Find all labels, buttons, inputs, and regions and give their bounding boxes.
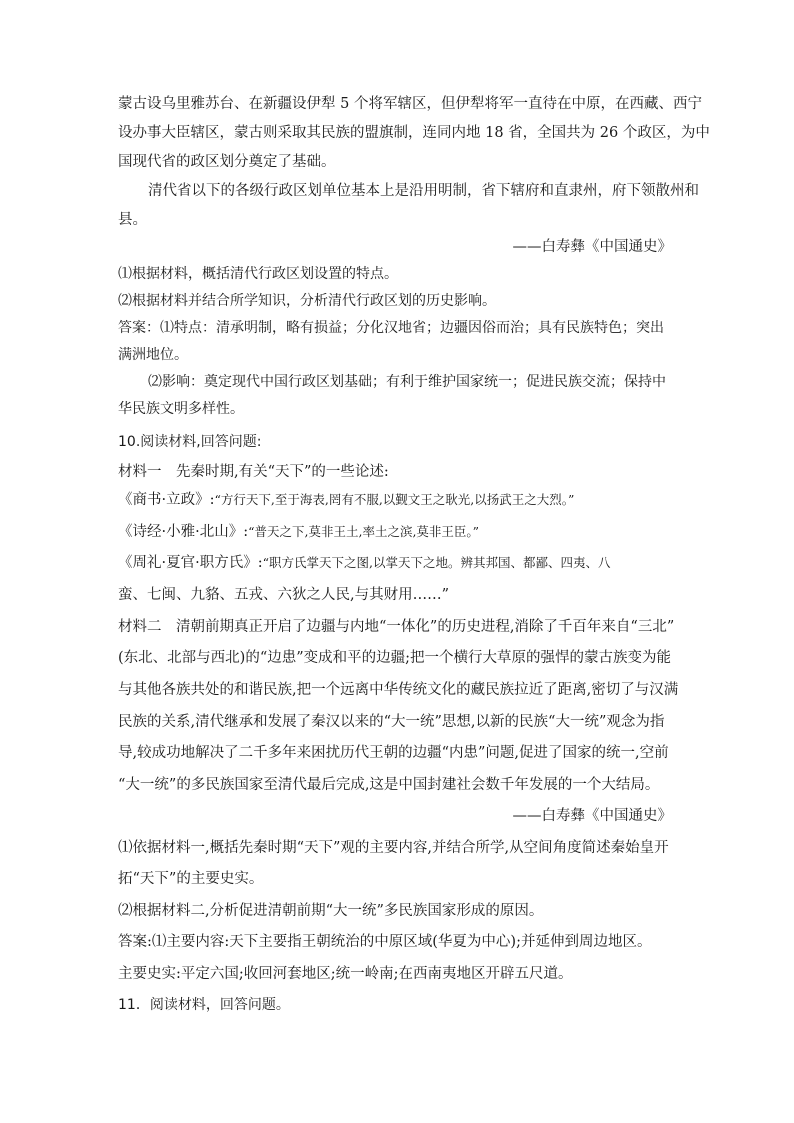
q10-material-2-line-2: (东北、北部与西北)的“边患”变成和平的边疆;把一个横行大草原的强悍的蒙古族变为能	[118, 650, 672, 666]
q10-material-2-line-3: 与其他各族共处的和谐民族,把一个远离中华传统文化的藏民族拉近了距离,密切了与汉满	[118, 682, 679, 698]
q9-answer-2-cont: 华民族文明多样性。	[118, 401, 244, 417]
intro-line-2: 设办事大臣辖区，蒙古则采取其民族的盟旗制，连同内地 18 省，全国共为 26 个政区，为中	[118, 125, 710, 141]
intro-line-4: 清代省以下的各级行政区划单位基本上是沿用明制，省下辖府和直隶州，府下领散州和	[148, 183, 699, 199]
q10-question-1: ⑴依据材料一,概括先秦时期“天下”观的主要内容,并结合所学,从空间角度简述秦始皇开	[118, 840, 669, 856]
q10-material-1-quote-a	[118, 490, 678, 510]
q9-question-2: ⑵根据材料并结合所学知识，分析清代行政区划的历史影响。	[118, 293, 496, 309]
source-citation: ——白寿彝《中国通史》	[512, 239, 672, 255]
q9-answer-1-cont: 满洲地位。	[118, 347, 188, 363]
q10-material-1-quote-c	[118, 553, 678, 573]
intro-line-5: 县。	[118, 212, 147, 228]
quote-a-source: 《商书·立政》:	[118, 492, 215, 508]
q10-material-2-line-1: 材料二 清朝前期真正开启了边疆与内地“一体化”的历史进程,消除了千百年来自“三北”	[118, 619, 675, 635]
q10-answer-2: 主要史实:平定六国;收回河套地区;统一岭南;在西南夷地区开辟五尺道。	[118, 966, 573, 982]
q10-material-1-quote-c-cont: 蛮、七闽、九貉、五戎、六狄之人民,与其财用……”	[118, 587, 450, 603]
q9-answer-2: ⑵影响：奠定现代中国行政区划基础；有利于维护国家统一；促进民族交流；保持中	[148, 374, 666, 390]
q10-title: 10.阅读材料,回答问题:	[118, 434, 262, 450]
q10-material-2-line-6: “大一统”的多民族国家至清代最后完成,这是中国封建社会数千年发展的一个大结局。	[118, 777, 660, 793]
q9-answer-1: 答案：⑴特点：清承明制，略有损益；分化汉地省；边疆因俗而治；具有民族特色；突出	[118, 320, 664, 336]
quote-a-text: “方行天下,至于海表,罔有不服,以觐文王之耿光,以扬武王之大烈。”	[214, 492, 575, 507]
quote-b-source: 《诗经·小雅·北山》:	[118, 524, 249, 540]
q10-question-2: ⑵根据材料二,分析促进清朝前期“大一统”多民族国家形成的原因。	[118, 903, 544, 919]
q10-material-2-line-5: 导,较成功地解决了二千多年来困扰历代王朝的边疆“内患”问题,促进了国家的统一,空前	[118, 745, 669, 761]
q10-question-1-cont: 拓“天下”的主要史实。	[118, 871, 264, 887]
q10-material-2-line-4: 民族的关系,清代继承和发展了秦汉以来的“大一统”思想,以新的民族“大一统”观念为指	[118, 714, 665, 730]
quote-c-text: “职方氏掌天下之图,以掌天下之地。辨其邦国、都鄙、四夷、八	[262, 555, 611, 570]
q10-source-citation: ——白寿彝《中国通史》	[512, 808, 672, 824]
q10-material-1-quote-b	[118, 522, 678, 542]
intro-line-1: 蒙古设乌里雅苏台、在新疆设伊犁 5 个将军辖区，但伊犁将军一直待在中原，在西藏、西宁	[118, 96, 702, 112]
q9-question-1: ⑴根据材料，概括清代行政区划设置的特点。	[118, 266, 398, 282]
intro-line-3: 国现代省的政区划分奠定了基础。	[118, 154, 336, 170]
quote-c-source: 《周礼·夏官·职方氏》:	[118, 555, 263, 571]
quote-b-text: “普天之下,莫非王土,率土之滨,莫非王臣。”	[248, 524, 480, 539]
q11-title: 11．阅读材料，回答问题。	[118, 997, 290, 1013]
q10-material-1-heading: 材料一 先秦时期,有关“天下”的一些论述:	[118, 464, 389, 480]
q10-answer-1: 答案:⑴主要内容:天下主要指王朝统治的中原区域(华夏为中心);并延伸到周边地区。	[118, 934, 652, 950]
